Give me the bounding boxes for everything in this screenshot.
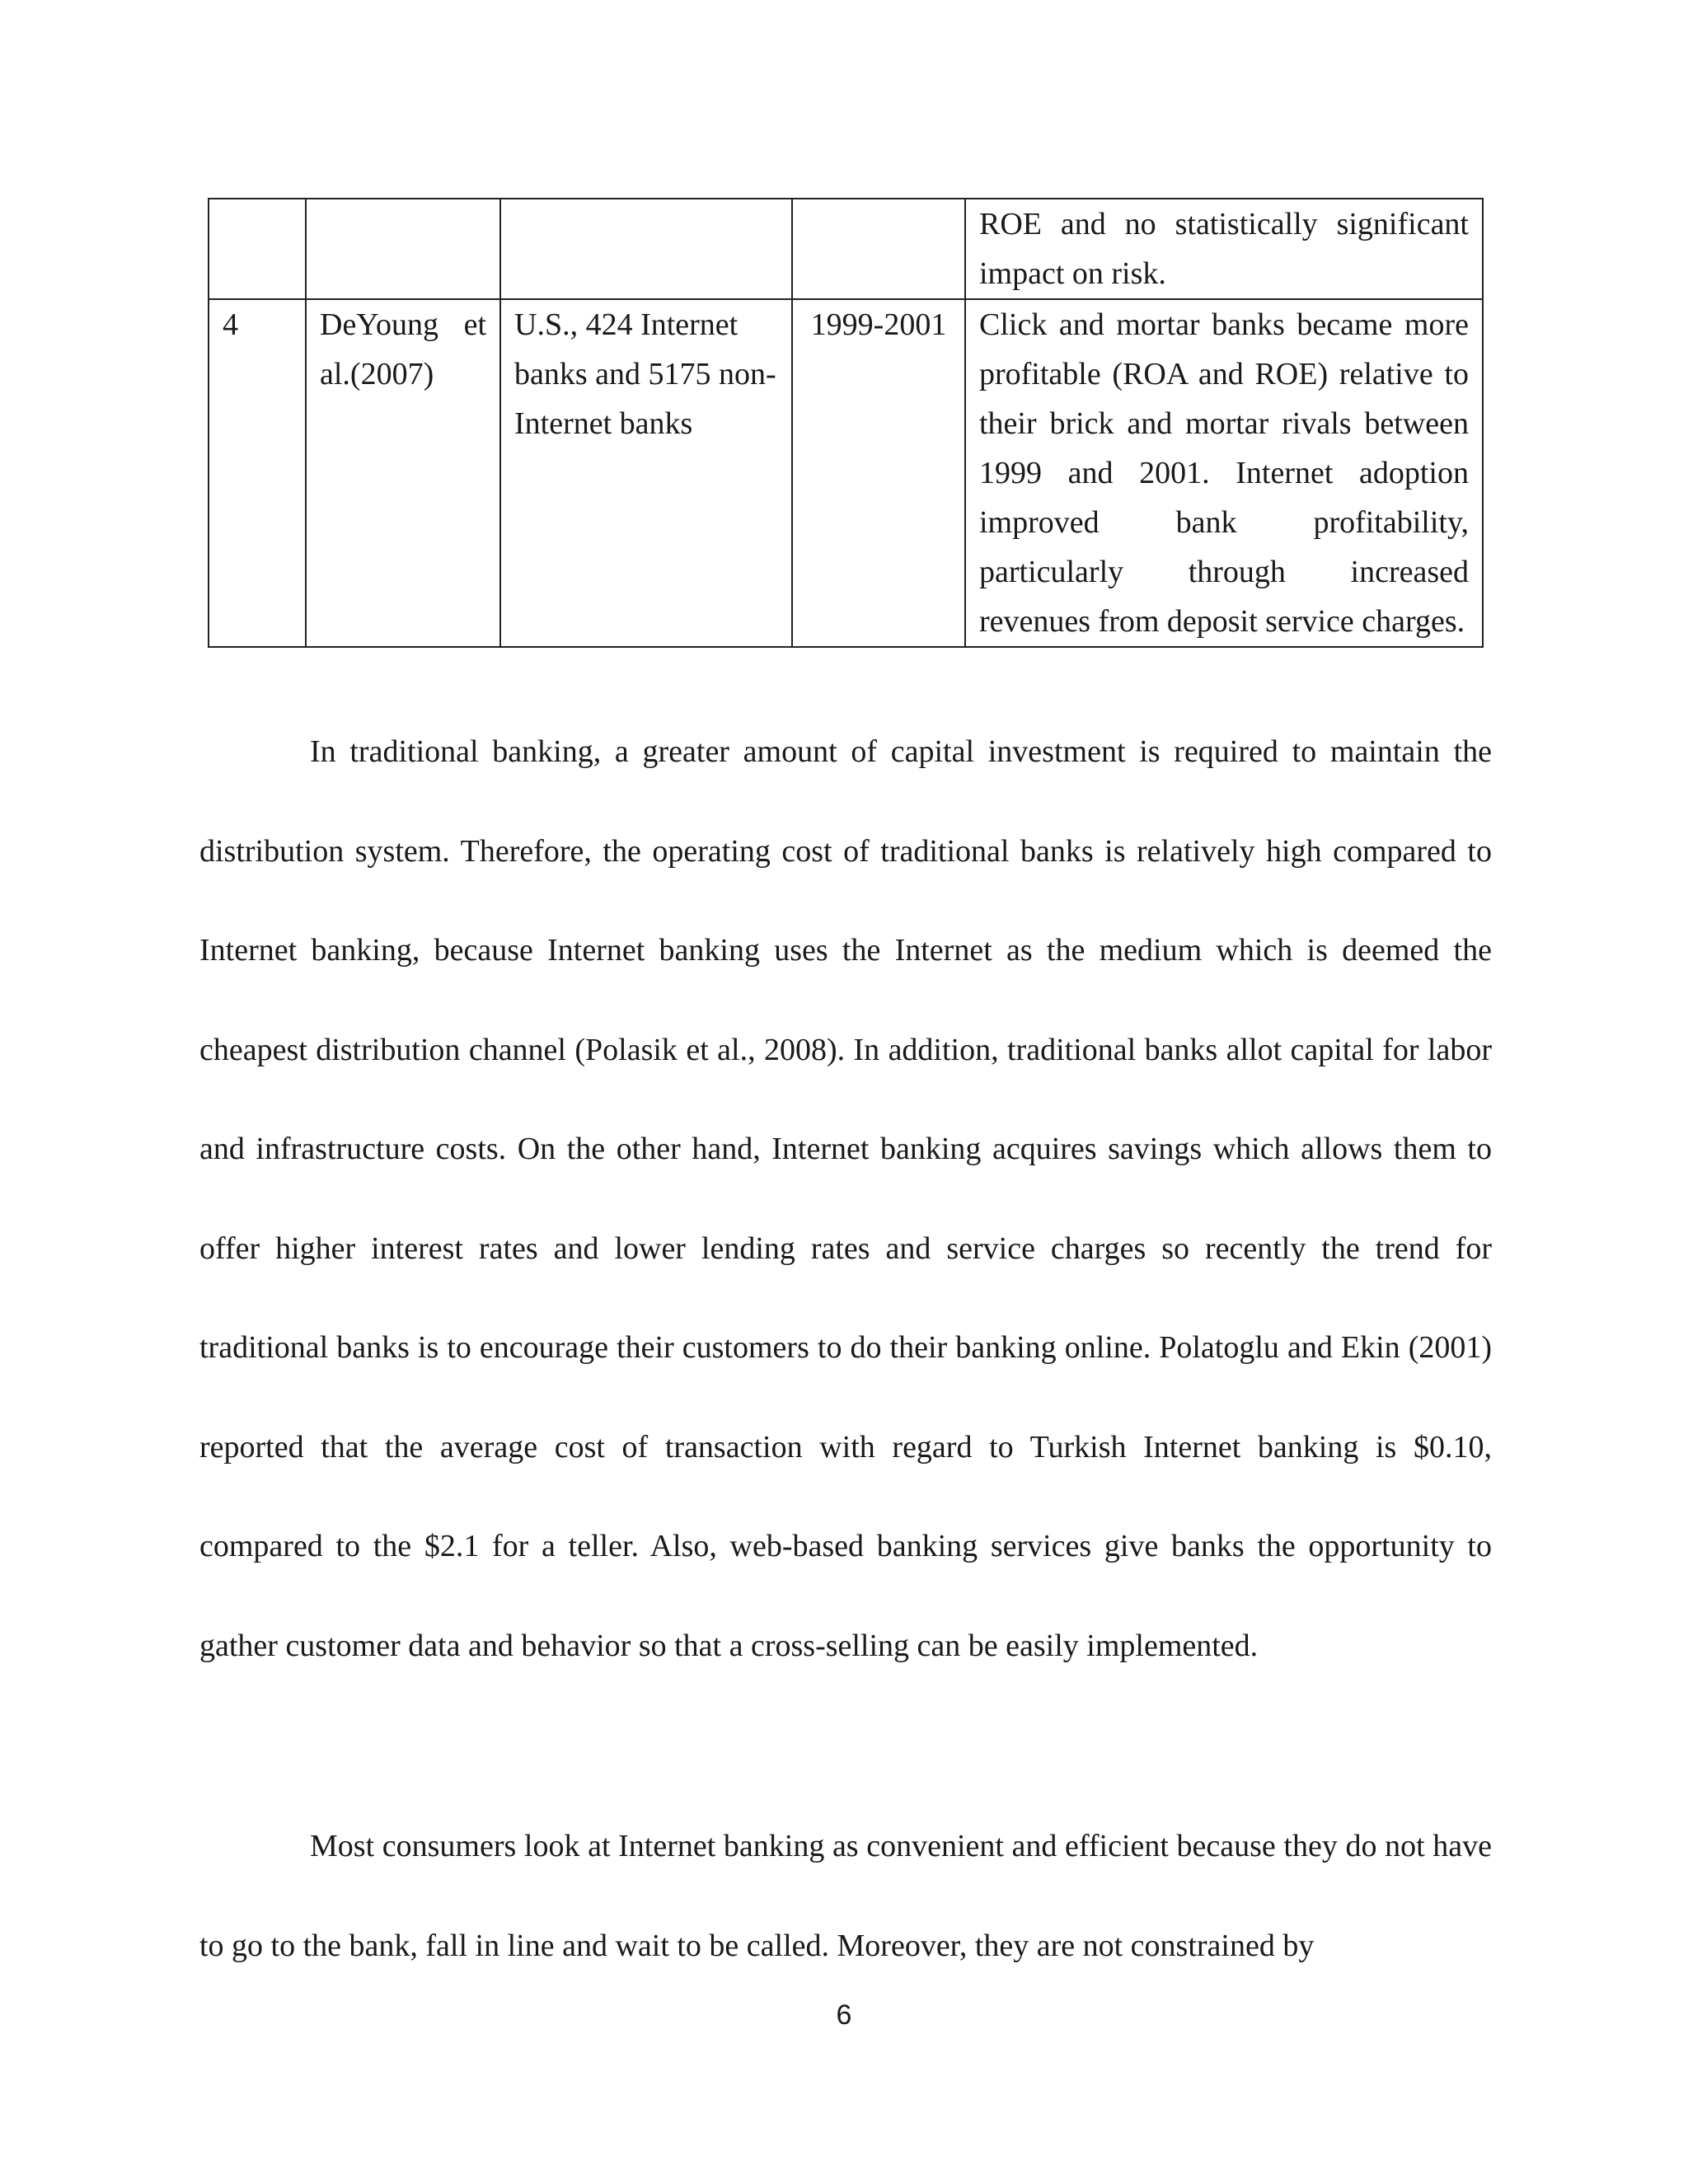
cell-author: DeYoung et al.(2007) xyxy=(306,299,500,647)
cell-no: 4 xyxy=(209,299,306,647)
cell-sample: U.S., 424 Internet banks and 5175 non-Internet banks xyxy=(500,299,792,647)
paragraph-text: In traditional banking, a greater amount of capital investment is required to maintain the distribution system. Therefore, the operating cost of traditional banks is relatively high compared to Internet banking, because Internet banking uses the Internet as the medium which is deemed the cheapest distribution channel (Polasik et al., 2008). In addition, traditional banks allot capital for labor and infrastructure costs. On the other hand, Internet banking acquires savings which allows them to offer higher interest rates and lower lending rates and service charges so recently the trend for traditional banks is to encourage their customers to do their banking online. Polatoglu and Ekin (2001) reported that the average cost of transaction with regard to Turkish Internet banking is $0.10, compared to the $2.1 for a teller. Also, web-based banking services give banks the opportunity to gather customer data and behavior so that a cross-selling can be easily implemented. xyxy=(199,734,1492,1663)
cell-finding: Click and mortar banks became more profitable (ROA and ROE) relative to their brick and mortar rivals between 1999 and 2001. Internet adoption improved bank profitability, particularly through increased revenues from deposit service charges. xyxy=(965,299,1483,647)
cell-finding: ROE and no statistically significant impact on risk. xyxy=(965,199,1483,299)
paragraph-text: Most consumers look at Internet banking as convenient and efficient because they do not have to go to the bank, fall in line and wait to be called. Moreover, they are not constrained by xyxy=(199,1829,1492,1963)
cell-author xyxy=(306,199,500,299)
cell-no xyxy=(209,199,306,299)
body-paragraph-1 xyxy=(199,702,1492,1695)
literature-review-table xyxy=(208,198,1484,648)
page-number: 6 xyxy=(836,1999,852,2031)
body-paragraph-2 xyxy=(199,1797,1492,1995)
cell-period: 1999-2001 xyxy=(792,299,965,647)
cell-period xyxy=(792,199,965,299)
table-row-continuation xyxy=(209,199,1483,299)
cell-sample xyxy=(500,199,792,299)
table-row xyxy=(209,299,1483,647)
